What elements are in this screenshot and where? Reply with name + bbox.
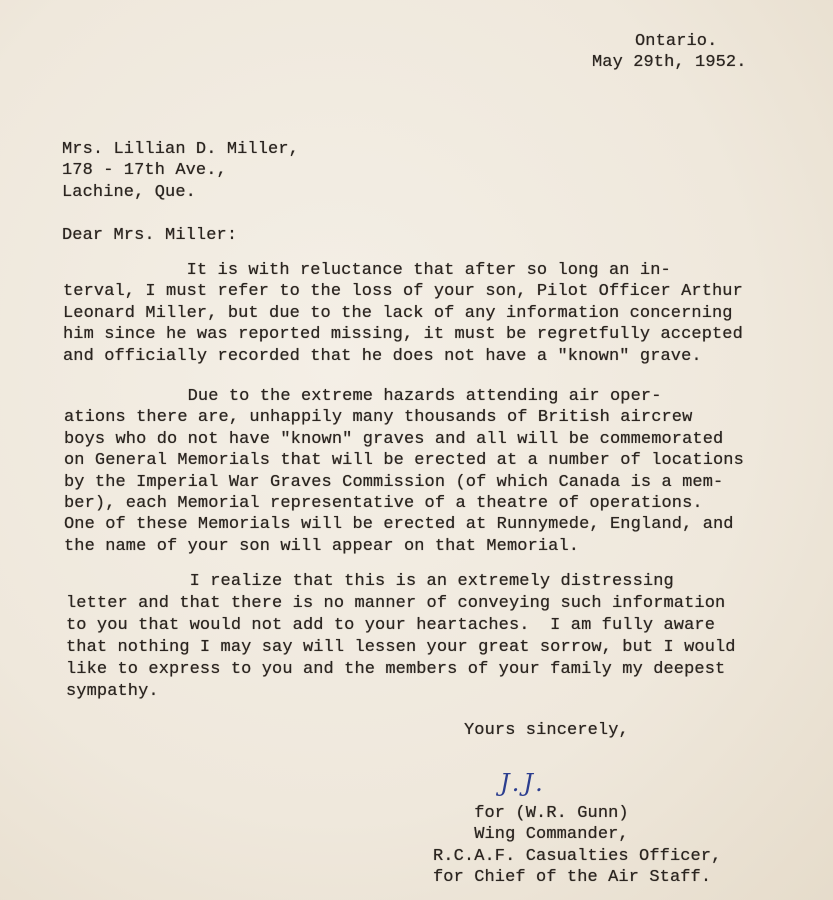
text-line: Due to the extreme hazards attending air oper- [64,387,662,406]
text-line: It is with reluctance that after so long an in- [63,261,671,280]
text-line: terval, I must refer to the loss of your son, Pilot Officer Arthur [63,282,743,302]
text-line: on General Memorials that will be erected at a number of locations [64,451,744,471]
text-line: boys who do not have "known" graves and all will be commemorated [64,429,724,449]
text-line: ations there are, unhappily many thousands of British aircrew [64,408,693,428]
handwritten-signature: J.J. [500,769,547,797]
letter-date: May 29th, 1952. [592,53,747,72]
salutation: Dear Mrs. Miller: [62,226,238,245]
text-line: One of these Memorials will be erected at Runnymede, England, and [64,515,734,535]
address-line: 178 - 17th Ave., [62,161,227,181]
text-line: that nothing I may say will lessen your great sorrow, but I would [66,638,736,657]
closing: Yours sincerely, [464,721,629,740]
text-line: I realize that this is an extremely distressing [66,572,674,591]
signature-block [433,803,721,889]
text-line: him since he was reported missing, it must be regretfully accepted [63,325,743,345]
text-line: to you that would not add to your heartaches. I am fully aware [66,616,716,635]
signature-line: R.C.A.F. Casualties Officer, [433,846,722,866]
paragraph-2 [64,386,744,557]
text-line: and officially recorded that he does not have a "known" grave. [63,346,702,366]
recipient-address [62,139,299,203]
text-line: the name of your son will appear on that Memorial. [64,536,580,556]
place: Ontario. [635,32,718,51]
text-line: Leonard Miller, but due to the lack of any information concerning [63,303,733,323]
signature-line: Wing Commander, [433,825,629,845]
address-line: Lachine, Que. [62,182,196,202]
signature-line: for Chief of the Air Staff. [433,868,712,888]
paragraph-3 [66,571,736,703]
signature-line: for (W.R. Gunn) [433,804,629,823]
paragraph-1 [63,260,743,367]
text-line: letter and that there is no manner of conveying such information [66,594,726,613]
text-line: ber), each Memorial representative of a theatre of operations. [64,493,703,513]
text-line: like to express to you and the members of your family my deepest [66,660,726,679]
text-line: sympathy. [66,682,159,701]
text-line: by the Imperial War Graves Commission (of which Canada is a mem- [64,472,724,492]
address-line: Mrs. Lillian D. Miller, [62,140,299,159]
